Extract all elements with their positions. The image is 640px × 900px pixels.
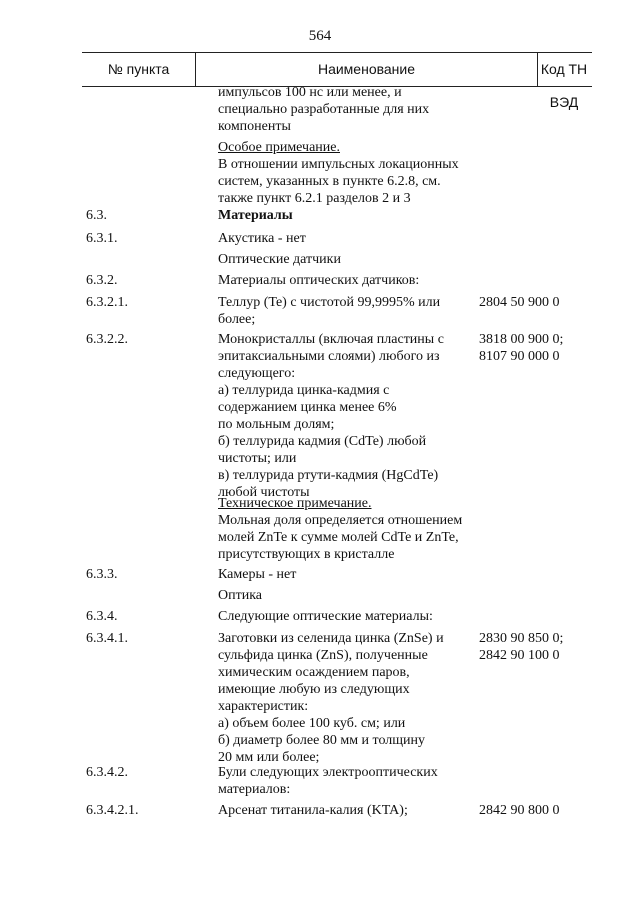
item-name: Материалы оптических датчиков: xyxy=(218,273,420,288)
item-code: 2842 90 800 0 xyxy=(479,803,560,818)
item-name: Следующие оптические материалы: xyxy=(218,609,433,624)
item-name: Камеры - нет xyxy=(218,567,297,582)
item-name: Техническое примечание. Мольная доля определяется отношением молей ZnTe к сумме молей CdTe и ZnTe, присутствующих в кристалле xyxy=(218,495,470,563)
item-number: 6.3.4.1. xyxy=(86,631,128,646)
header-col-number: № пункта xyxy=(107,61,170,77)
item-number: 6.3.2.2. xyxy=(86,332,128,347)
item-name: Акустика - нет xyxy=(218,231,306,246)
item-number: 6.3.3. xyxy=(86,567,118,582)
page-number: 564 xyxy=(308,28,332,44)
section-title: Материалы xyxy=(218,208,293,223)
item-number: 6.3.4.2. xyxy=(86,765,128,780)
item-name: импульсов 100 нс или менее, и специально разработанные для них компоненты xyxy=(218,85,430,134)
item-name: Арсенат титанила-калия (KTA); xyxy=(218,803,408,818)
item-number: 6.3. xyxy=(86,208,107,223)
subsection-title: Оптика xyxy=(218,588,263,603)
item-name: Теллур (Te) с чистотой 99,9995% или более; xyxy=(218,295,441,327)
note-title: Особое примечание. xyxy=(218,140,340,155)
item-code: 2804 50 900 0 xyxy=(479,295,560,310)
item-code: 2830 90 850 0; 2842 90 100 0 xyxy=(479,631,564,663)
item-name: Були следующих электрооптических материалов: xyxy=(218,765,438,797)
header-col-code: Код ТН ВЭД xyxy=(540,61,588,110)
item-number: 6.3.4. xyxy=(86,609,118,624)
note-title: Техническое примечание. xyxy=(218,496,372,511)
item-name: Монокристаллы (включая пластины с эпитаксиальными слоями) любого из следующего: а) теллурида цинка-кадмия с содержанием цинка менее 6% по мольным долям; б) теллурида кадмия (CdTe) любой чистоты; или в) теллурида ртути-кадмия (HgCdTe) любой чистоты xyxy=(218,332,444,500)
header-col-name: Наименование xyxy=(195,53,538,86)
item-name: Особое примечание. В отношении импульсных локационных систем, указанных в пункте 6.2.8, см. также пункт 6.2.1 разделов 2 и 3 xyxy=(218,139,470,207)
item-name: Заготовки из селенида цинка (ZnSe) и сульфида цинка (ZnS), полученные химическим осаждением паров, имеющие любую из следующих характеристик: а) объем более 100 куб. см; или б) диаметр более 80 мм и толщину 20 мм или более; xyxy=(218,631,444,765)
item-number: 6.3.2.1. xyxy=(86,295,128,310)
item-number: 6.3.2. xyxy=(86,273,118,288)
item-number: 6.3.1. xyxy=(86,231,118,246)
subsection-title: Оптические датчики xyxy=(218,252,341,267)
item-code: 3818 00 900 0; 8107 90 000 0 xyxy=(479,332,564,364)
item-number: 6.3.4.2.1. xyxy=(86,803,139,818)
